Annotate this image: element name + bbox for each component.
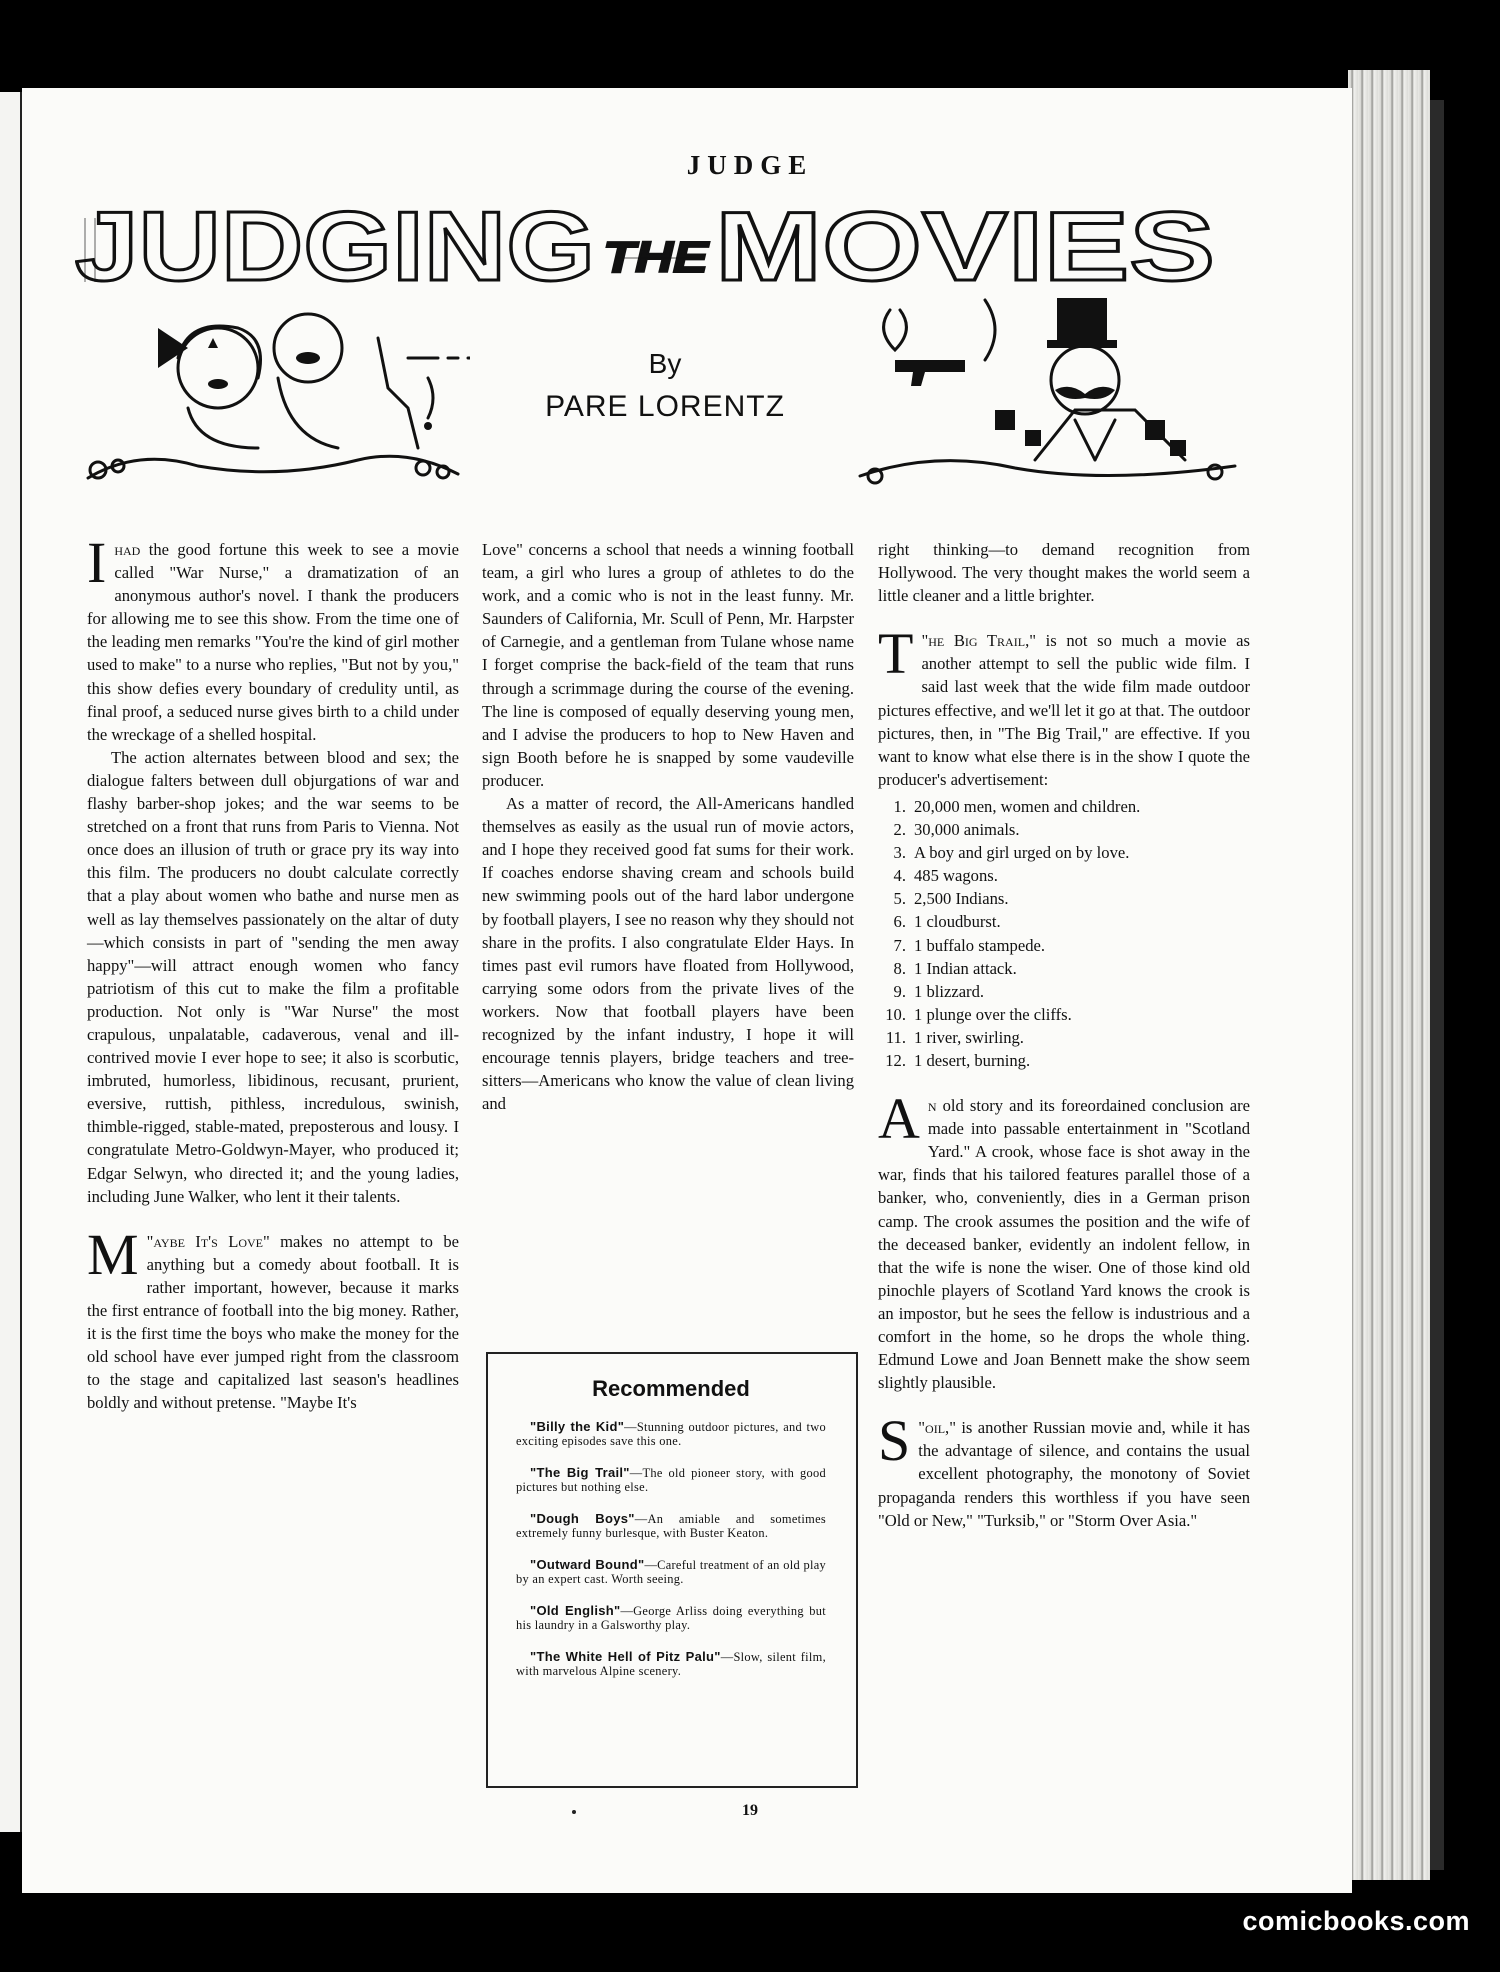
- byline-by: By: [648, 348, 682, 379]
- list-number: 8.: [893, 958, 906, 978]
- recommended-heading: Recommended: [592, 1376, 750, 1401]
- recommended-item: [516, 1420, 826, 1448]
- list-number: 6.: [893, 912, 906, 932]
- list-text: 1 blizzard.: [914, 981, 985, 1001]
- paragraph: [87, 530, 459, 746]
- open-quote: ": [146, 1231, 154, 1251]
- list-number: 5.: [893, 889, 906, 909]
- film-note: —George Arliss doing everything but his laundry in a Galsworthy play.: [516, 1604, 827, 1632]
- list-text: 1 desert, burning.: [914, 1050, 1031, 1070]
- recommended-item: [516, 1650, 826, 1678]
- list-number: 7.: [893, 935, 906, 955]
- film-title: "Billy the Kid": [530, 1419, 625, 1434]
- paragraph-text: the good fortune this week to see a movie called "War Nurse," a dramatization of an anonymous author's novel. I thank the producers for allowing me to see this show. From the time one of the leading men remarks "You're the kind of girl mother used to make" to a nurse who replies, "But not by you," this show defies every boundary of credulity until, as final proof, a seduced nurse gives birth to a child under the wreckage of a shelled hospital.: [87, 540, 459, 744]
- paragraph-text: ," is another Russian movie and, while it has the advantage of silence, and contains the usual excellent photography, the monotony of Soviet propaganda renders this worthless if you have seen "Old or New," "Turksib," or "Storm Over Asia.": [878, 1418, 1250, 1530]
- paragraph: The action alternates between blood and sex; the dialogue falters between dull objurgations of war and flashy barber-shop jokes; and the war seems to be stretched on a front that runs from Paris to Vienna. Not once does an illusion of truth or grace pry its way into this film. The producers no doubt calculate correctly that a play about women who bathe and nurse men as well as lay themselves passionately on the altar of duty—which consists in part of "sending the men away happy"—will attract enough women who fancy patriotism of this cut to make the film a profitable production. Not only is "War Nurse" the most crapulous, unpalatable, cadaverous, venal and ill-contrived movie I ever hope to see; it also is scorbutic, imbruted, humorless, libidinous, recusant, prurient, eversive, ruttish, pithless, incredulous, swinish, thimble-rigged, stable-mated, preposterous and lousy. I congratulate Metro-Goldwyn-Mayer, who produced it; Edgar Selwyn, who directed it; and the young ladies, including June Walker, who lent it their talents.: [87, 747, 459, 1206]
- drop-cap: T: [878, 621, 914, 687]
- byline: [500, 348, 830, 424]
- article-column-3: [878, 538, 1250, 1532]
- list-text: 30,000 animals.: [914, 820, 1020, 840]
- book-page-edges: [1348, 70, 1430, 1880]
- paragraph: right thinking—to demand recognition from Hollywood. The very thought makes the world seem a little cleaner and a little brighter.: [878, 540, 1250, 606]
- list-text: 2,500 Indians.: [914, 889, 1009, 909]
- list-number: 10.: [885, 1004, 906, 1024]
- recommended-item: [516, 1558, 826, 1586]
- list-text: 20,000 men, women and children.: [914, 796, 1141, 816]
- lead-in: aybe It's Love: [153, 1231, 263, 1251]
- lead-in: he Big Trail: [928, 631, 1026, 651]
- film-title: "The White Hell of Pitz Palu": [530, 1649, 721, 1664]
- recommended-item: [516, 1604, 826, 1632]
- list-number: 2.: [893, 820, 906, 840]
- list-number: 4.: [893, 866, 906, 886]
- paragraph-text: " makes no attempt to be anything but a comedy about football. It is rather important, however, because it marks the first entrance of football into the big money. Rather, it is the first time the boys who make the money for the old school have ever jumped right from the classroom to the stage and capitalized last season's headlines boldly and without pretense. "Maybe It's: [87, 1231, 459, 1413]
- list-text: 1 plunge over the cliffs.: [914, 1004, 1072, 1024]
- list-number: 1.: [893, 796, 906, 816]
- film-note: —Slow, silent film, with marvelous Alpine scenery.: [516, 1650, 826, 1678]
- left-page-edge: [0, 92, 22, 1832]
- list-text: 1 Indian attack.: [914, 958, 1017, 978]
- film-note: —Stunning outdoor pictures, and two exciting episodes save this one.: [516, 1420, 826, 1448]
- list-item: [878, 934, 1250, 957]
- paragraph: Love" concerns a school that needs a winning football team, a girl who lures a group of athletes to do the work, and a comic who is not in the least funny. Mr. Saunders of California, Mr. Scull of Penn, Mr. Harpster of Carnegie, and a gentleman from Tulane whose name I forget comprise the back-field of the team that runs through a scrimmage during the course of the evening. The line is composed of equally deserving young men, and I advise the producers to hop to New Haven and sign Booth before he is snapped by some vaudeville producer.: [482, 540, 854, 790]
- cartoon-gunman-icon: [855, 290, 1240, 492]
- drop-cap: M: [87, 1221, 139, 1287]
- film-title: "The Big Trail": [530, 1465, 630, 1480]
- headline-lettering: [75, 198, 1250, 298]
- article-column-1: [87, 530, 459, 1414]
- film-title: "Dough Boys": [530, 1511, 635, 1526]
- page-number: 19: [742, 1802, 758, 1819]
- list-item: [878, 841, 1250, 864]
- list-number: 11.: [885, 1027, 906, 1047]
- lead-in: oil: [925, 1418, 946, 1438]
- drop-cap: A: [878, 1086, 920, 1152]
- recommended-box: [486, 1352, 858, 1788]
- headline-word-movies: MOVIES: [715, 198, 1215, 298]
- advertisement-list: [878, 795, 1250, 1072]
- list-item: [878, 1003, 1250, 1026]
- list-item: [878, 818, 1250, 841]
- list-text: 485 wagons.: [914, 866, 998, 886]
- film-title: "Outward Bound": [530, 1557, 645, 1572]
- headline-word-the: THE: [603, 233, 710, 282]
- list-number: 9.: [893, 981, 906, 1001]
- list-number: 3.: [893, 843, 906, 863]
- recommended-item: [516, 1512, 826, 1540]
- film-note: —The old pioneer story, with good pictures but nothing else.: [516, 1466, 826, 1494]
- lead-in: n: [927, 1096, 937, 1116]
- list-item: [878, 1026, 1250, 1049]
- film-title: "Old English": [530, 1603, 621, 1618]
- drop-cap: S: [878, 1408, 911, 1474]
- list-item: [878, 910, 1250, 933]
- paragraph-text: ," is not so much a movie as another attempt to sell the public wide film. I said last week that the wide film made outdoor pictures effective, and we'll let it go at that. The outdoor pictures, then, in "The Big Trail," are effective. If you want to know what else there is in the show I quote the producer's advertisement:: [878, 631, 1250, 789]
- list-text: 1 cloudburst.: [914, 912, 1001, 932]
- list-item: [878, 1049, 1250, 1072]
- paragraph: [878, 1408, 1250, 1531]
- list-item: [878, 864, 1250, 887]
- paragraph-text: old story and its foreordained conclusion are made into passable entertainment in "Scotland Yard." A crook, whose face is shot away in the war, finds that his tailored features parallel those of a banker, who, conveniently, dies in a German prison camp. The crook assumes the position and the wife of the deceased banker, evidently an indolent fellow, in that the wife is none the wiser. One of those kind old pinochle players of Scotland Yard knows the crook is an impostor, but he sees the fellow is industrious and a comfort in the home, so he drops the whole thing. Edmund Lowe and Joan Bennett make the show seem slightly plausible.: [878, 1096, 1250, 1393]
- watermark: comicbooks.com: [1242, 1906, 1470, 1936]
- paragraph: [878, 1086, 1250, 1394]
- paragraph: [87, 1221, 459, 1415]
- list-item: [878, 795, 1250, 818]
- list-item: [878, 887, 1250, 910]
- cartoon-couple-icon: [78, 298, 470, 490]
- paragraph: As a matter of record, the All-Americans handled themselves as easily as the usual run of movie actors, and I hope they received good fat sums for their work. If coaches endorse shaving cream and schools build new swimming pools out of the hard labor undergone by football players, I see no reason why they should not share in the profits. I also congratulate Elder Hays. In times past evil rumors have floated from Hollywood, carrying some odors from the private lives of the workers. Now that football players have been recognized by the infant industry, I hope it will encourage tennis players, bridge teachers and tree-sitters—Americans who know the value of clean living and: [482, 794, 854, 1114]
- headline-word-judging: JUDGING: [75, 198, 595, 298]
- list-text: 1 river, swirling.: [914, 1027, 1024, 1047]
- film-note: —An amiable and sometimes extremely funny burlesque, with Buster Keaton.: [516, 1512, 826, 1540]
- list-text: 1 buffalo stampede.: [914, 935, 1046, 955]
- recommended-item: [516, 1466, 826, 1494]
- drop-cap: I: [87, 530, 107, 595]
- byline-author: PARE LORENTZ: [545, 390, 785, 423]
- list-number: 12.: [885, 1050, 906, 1070]
- paragraph: [878, 621, 1250, 791]
- masthead: JUDGE: [686, 150, 814, 180]
- lead-in: had: [114, 540, 141, 559]
- open-quote: ": [921, 631, 929, 651]
- list-item: [878, 957, 1250, 980]
- article-column-2: [482, 538, 854, 1115]
- open-quote: ": [918, 1418, 926, 1438]
- film-note: —Careful treatment of an old play by an expert cast. Worth seeing.: [516, 1558, 826, 1586]
- list-text: A boy and girl urged on by love.: [914, 843, 1130, 863]
- list-item: [878, 980, 1250, 1003]
